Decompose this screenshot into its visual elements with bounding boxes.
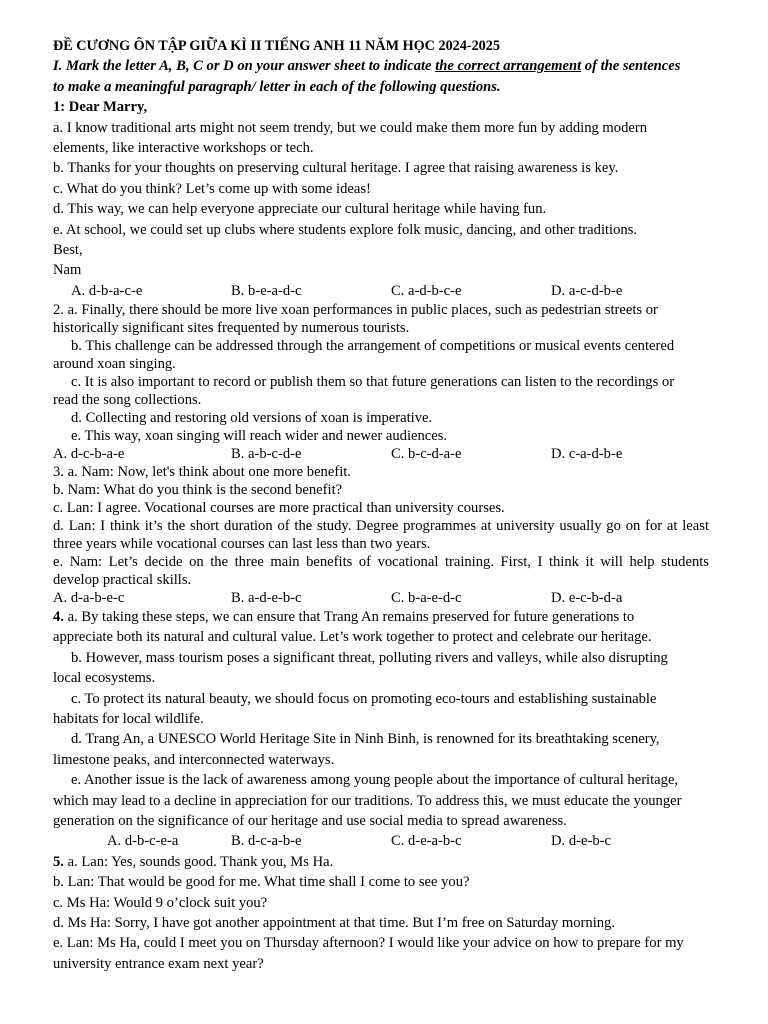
q4-line: which may lead to a decline in appreciation for our traditions. To address this, we must educate the younger [53,792,682,809]
q2-line: c. It is also important to record or publish them so that future generations can listen to the recordings or [71,374,675,391]
document-title: ĐỀ CƯƠNG ÔN TẬP GIỮA KÌ II TIẾNG ANH 11 NĂM HỌC 2024-2025 [53,38,500,54]
question-4-number: 4. [53,609,64,626]
option-b[interactable]: B. d-c-a-b-e [231,833,302,850]
q1-closing: Best, [53,241,83,258]
q3-line: d. Lan: I think it’s the short duration of the study. Degree programmes at university usually go on for at least [53,518,709,535]
question-5-number: 5. [53,853,64,870]
option-a[interactable]: A. d-b-a-c-e [71,282,143,299]
option-a[interactable]: A. d-b-c-e-a [107,833,179,850]
option-c[interactable]: C. b-a-e-d-c [391,590,462,607]
option-a[interactable]: A. d-c-b-a-e [53,446,125,463]
q5-line: university entrance exam next year? [53,955,264,972]
q2-line: e. This way, xoan singing will reach wider and newer audiences. [71,428,448,445]
instruction-line-1: I. Mark the letter A, B, C or D on your answer sheet to indicate the correct arrangement of the sentences [53,58,681,75]
q3-line: 3. a. Nam: Now, let's think about one more benefit. [53,464,351,481]
q1-line: c. What do you think? Let’s come up with some ideas! [53,180,371,197]
q3-line: b. Nam: What do you think is the second benefit? [53,482,343,499]
q1-line: d. This way, we can help everyone appreciate our cultural heritage while having fun. [53,201,547,218]
option-d[interactable]: D. d-e-b-c [551,833,611,850]
q4-line: generation on the significance of our heritage and use social media to spread awareness. [53,812,567,829]
question-4-options [53,831,709,851]
option-b[interactable]: B. a-d-e-b-c [231,590,302,607]
question-3-options [53,589,709,607]
option-c[interactable]: C. d-e-a-b-c [391,833,462,850]
question-1-heading: 1: Dear Marry, [53,99,148,116]
option-d[interactable]: D. e-c-b-d-a [551,590,623,607]
q1-line: elements, like interactive workshops or tech. [53,139,314,156]
q4-line: limestone peaks, and interconnected waterways. [53,751,335,768]
question-1-options [53,281,709,301]
q4-line: habitats for local wildlife. [53,711,204,728]
option-c[interactable]: C. b-c-d-a-e [391,446,462,463]
q1-line: e. At school, we could set up clubs where students explore folk music, dancing, and other traditions. [53,221,638,238]
question-2-options [53,445,709,463]
q3-line: e. Nam: Let’s decide on the three main benefits of vocational training. First, I think it will help students [53,554,709,571]
option-a[interactable]: A. d-a-b-e-c [53,590,125,607]
instruction-emphasis: the correct arrangement [435,58,582,75]
q5-line: e. Lan: Ms Ha, could I meet you on Thursday afternoon? I would like your advice on how to prepare for my [53,935,684,952]
q3-line: develop practical skills. [53,572,192,589]
q2-line: around xoan singing. [53,356,176,373]
q5-line: b. Lan: That would be good for me. What time shall I come to see you? [53,874,470,891]
q1-line: b. Thanks for your thoughts on preserving cultural heritage. I agree that raising awareness is key. [53,160,619,177]
document-page [53,36,709,974]
q4-line: b. However, mass tourism poses a significant threat, polluting rivers and valleys, while also disrupting [71,649,668,666]
option-b[interactable]: B. b-e-a-d-c [231,282,302,299]
q4-line: c. To protect its natural beauty, we should focus on promoting eco-tours and establishing sustainable [71,690,657,707]
q1-line: a. I know traditional arts might not seem trendy, but we could make them more fun by adding modern [53,119,648,136]
q2-line: 2. a. Finally, there should be more live xoan performances in public places, such as pedestrian streets or [53,302,658,319]
q5-line: 5. a. Lan: Yes, sounds good. Thank you, Ms Ha. [53,853,334,870]
q4-line: e. Another issue is the lack of awareness among young people about the importance of cultural heritage, [71,772,679,789]
q5-line: c. Ms Ha: Would 9 o’clock suit you? [53,894,268,911]
q2-line: d. Collecting and restoring old versions of xoan is imperative. [71,410,433,427]
q4-line: appreciate both its natural and cultural value. Let’s work together to protect and celebrate our heritage. [53,629,652,646]
q4-line: d. Trang An, a UNESCO World Heritage Site in Ninh Binh, is renowned for its breathtaking scenery, [71,731,660,748]
q4-line: 4. a. By taking these steps, we can ensure that Trang An remains preserved for future generations to [53,609,635,626]
option-d[interactable]: D. c-a-d-b-e [551,446,623,463]
q2-line: historically significant sites frequented by numerous tourists. [53,320,410,337]
q2-line: read the song collections. [53,392,202,409]
q4-line: local ecosystems. [53,670,156,687]
q2-line: b. This challenge can be addressed through the arrangement of competitions or musical events centered [71,338,675,355]
q3-line: c. Lan: I agree. Vocational courses are more practical than university courses. [53,500,505,517]
option-b[interactable]: B. a-b-c-d-e [231,446,302,463]
q5-line: d. Ms Ha: Sorry, I have got another appointment at that time. But I’m free on Saturday morning. [53,914,616,931]
q3-line: three years while vocational courses can last less than two years. [53,536,431,553]
q1-signature: Nam [53,262,82,279]
instruction-line-2: to make a meaningful paragraph/ letter in each of the following questions. [53,78,501,95]
option-d[interactable]: D. a-c-d-b-e [551,282,623,299]
option-c[interactable]: C. a-d-b-c-e [391,282,462,299]
